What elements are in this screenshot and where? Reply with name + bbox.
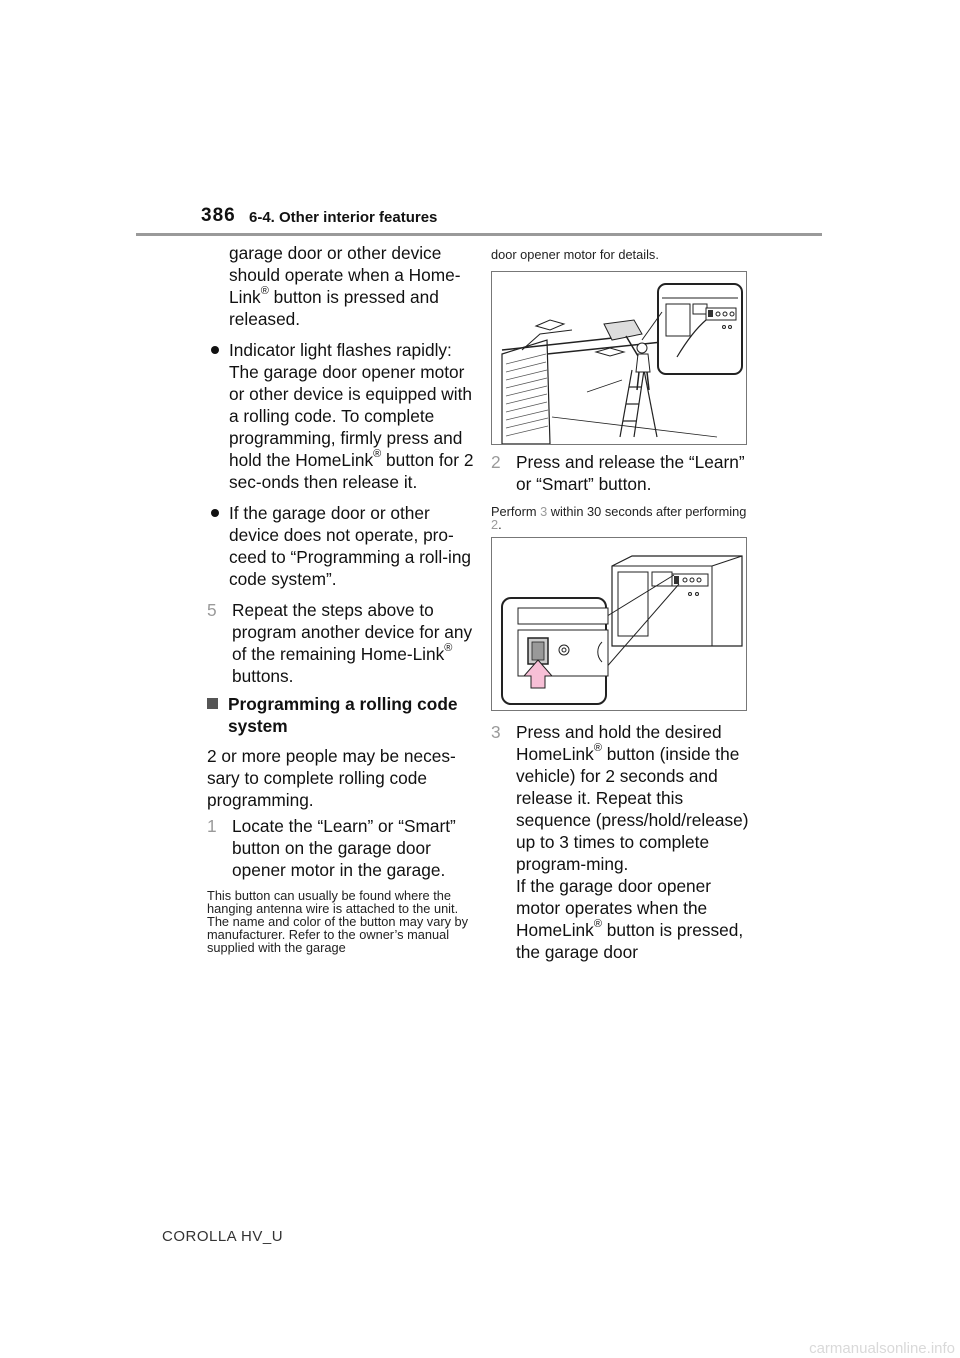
step-1: 1 Locate the “Learn” or “Smart” button on the garage door opener motor in the garage. [207, 816, 456, 880]
timing-note: Perform 3 within 30 seconds after performing 2. [491, 504, 747, 532]
section-square-icon [207, 698, 218, 709]
learn-button-illustration [491, 537, 747, 711]
garage-scene-graphic [492, 272, 746, 444]
step-2: 2 Press and release the “Learn” or “Smart” button. [491, 452, 745, 494]
footer-model: COROLLA HV_U [162, 1228, 284, 1245]
section-title: 6-4. Other interior features [249, 209, 438, 226]
bullet-does-not-operate: If the garage door or other device does not operate, pro-ceed to “Programming a roll-ing code system”. [207, 502, 479, 590]
bullet-icon [211, 509, 219, 517]
learn-button-graphic [492, 538, 746, 710]
step-3: 3 Press and hold the desired HomeLink® button (inside the vehicle) for 2 seconds and release it. Repeat this sequence (press/hold/release) up to 3 times to complete program-ming. If the garage door opener motor operates when the HomeLink® button is pressed, the garage door [491, 722, 749, 962]
watermark-text: carmanualsonline.info [809, 1340, 955, 1357]
step-number: 3 [491, 722, 501, 742]
garage-opener-illustration [491, 271, 747, 445]
step-number: 5 [207, 600, 217, 620]
bullet-icon [211, 346, 219, 354]
left-column [207, 242, 479, 954]
watermark-logo [700, 1338, 960, 1358]
header-divider [136, 233, 822, 236]
continued-text: garage door or other device should operate when a Home- Link® button is pressed and released. [229, 243, 461, 329]
step-number: 1 [207, 816, 217, 836]
page-number: 386 [201, 205, 236, 226]
step-number: 2 [491, 452, 501, 472]
note-continued: door opener motor for details. [491, 247, 659, 262]
note-text: This button can usually be found where the hanging antenna wire is attached to the unit. The name and color of the button may vary by manufacturer. Refer to the owner’s manual supplied with the garage [207, 888, 469, 955]
step-5: 5 Repeat the steps above to program another device for any of the remaining Home-Link® buttons. [207, 600, 473, 686]
subheading-rolling-code: Programming a rolling code system [207, 693, 479, 737]
bullet-indicator-flashes: Indicator light flashes rapidly: The garage door opener motor or other device is equipped with a rolling code. To complete programming, firmly press and hold the HomeLink® button for 2 sec-onds then release it. [207, 339, 479, 493]
right-column [491, 242, 753, 969]
body-paragraph: 2 or more people may be neces-sary to complete rolling code programming. [207, 746, 456, 810]
